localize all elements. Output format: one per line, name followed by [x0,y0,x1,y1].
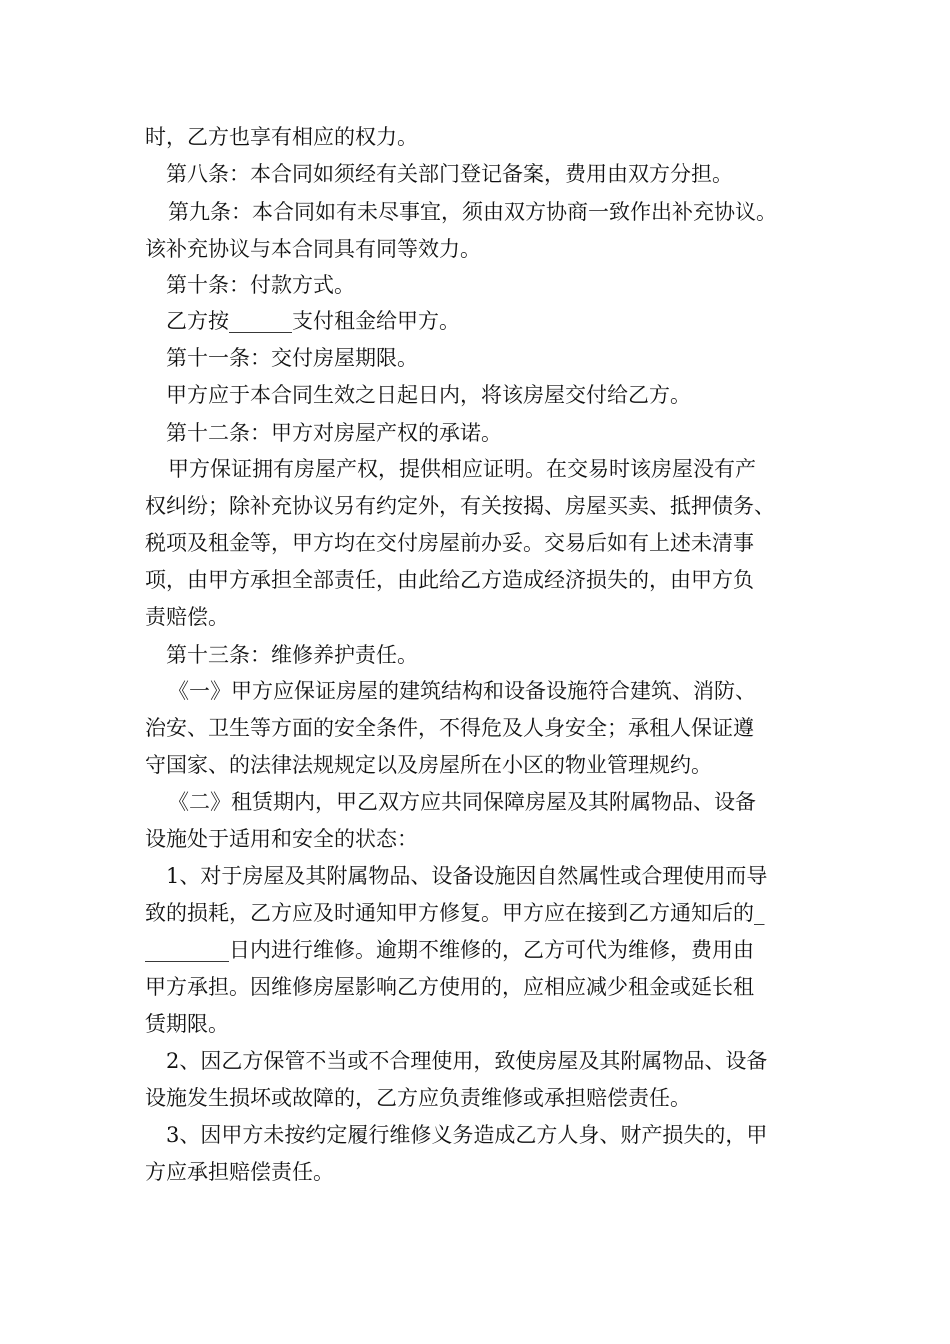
text-line: 第十条：付款方式。 [166,273,355,297]
text-line: 赁期限。 [145,1012,229,1036]
text-line: 2、因乙方保管不当或不合理使用，致使房屋及其附属物品、设备 [166,1049,768,1073]
text-line: 时，乙方也享有相应的权力。 [145,125,418,149]
text-line: 设施处于适用和安全的状态： [145,827,418,851]
text-line: 项，由甲方承担全部责任，由此给乙方造成经济损失的，由甲方负 [145,568,754,592]
text-line: 致的损耗，乙方应及时通知甲方修复。甲方应在接到乙方通知后的_ [145,901,765,925]
text-line: 《二》租赁期内，甲乙双方应共同保障房屋及其附属物品、设备 [168,790,756,814]
text-line: 第十三条：维修养护责任。 [166,643,418,667]
text-line: 权纠纷；除补充协议另有约定外，有关按揭、房屋买卖、抵押债务、 [145,494,775,518]
text-line: 3、因甲方未按约定履行维修义务造成乙方人身、财产损失的，甲 [166,1123,768,1147]
text-line: 第八条：本合同如须经有关部门登记备案，费用由双方分担。 [166,162,733,186]
text-line: 设施发生损坏或故障的，乙方应负责维修或承担赔偿责任。 [145,1086,691,1110]
text-line: 第九条：本合同如有未尽事宜，须由双方协商一致作出补充协议。 [168,200,777,224]
text-line: 《一》甲方应保证房屋的建筑结构和设备设施符合建筑、消防、 [168,679,756,703]
text-line: 第十二条：甲方对房屋产权的承诺。 [166,421,502,445]
text-line: 方应承担赔偿责任。 [145,1160,334,1184]
text-line: 乙方按______支付租金给甲方。 [166,309,460,333]
text-line: 治安、卫生等方面的安全条件，不得危及人身安全；承租人保证遵 [145,716,754,740]
text-line: 该补充协议与本合同具有同等效力。 [145,237,481,261]
text-line: 税项及租金等，甲方均在交付房屋前办妥。交易后如有上述未清事 [145,531,754,555]
text-line: 甲方承担。因维修房屋影响乙方使用的，应相应减少租金或延长租 [145,975,754,999]
text-line: 甲方保证拥有房屋产权，提供相应证明。在交易时该房屋没有产 [168,457,756,481]
text-line: 1、对于房屋及其附属物品、设备设施因自然属性或合理使用而导 [166,864,768,888]
text-line: 守国家、的法律法规规定以及房屋所在小区的物业管理规约。 [145,753,712,777]
text-line: ________日内进行维修。逾期不维修的，乙方可代为维修，费用由 [145,938,754,962]
text-line: 第十一条：交付房屋期限。 [166,346,418,370]
text-line: 甲方应于本合同生效之日起日内，将该房屋交付给乙方。 [166,383,691,407]
text-line: 责赔偿。 [145,605,229,629]
